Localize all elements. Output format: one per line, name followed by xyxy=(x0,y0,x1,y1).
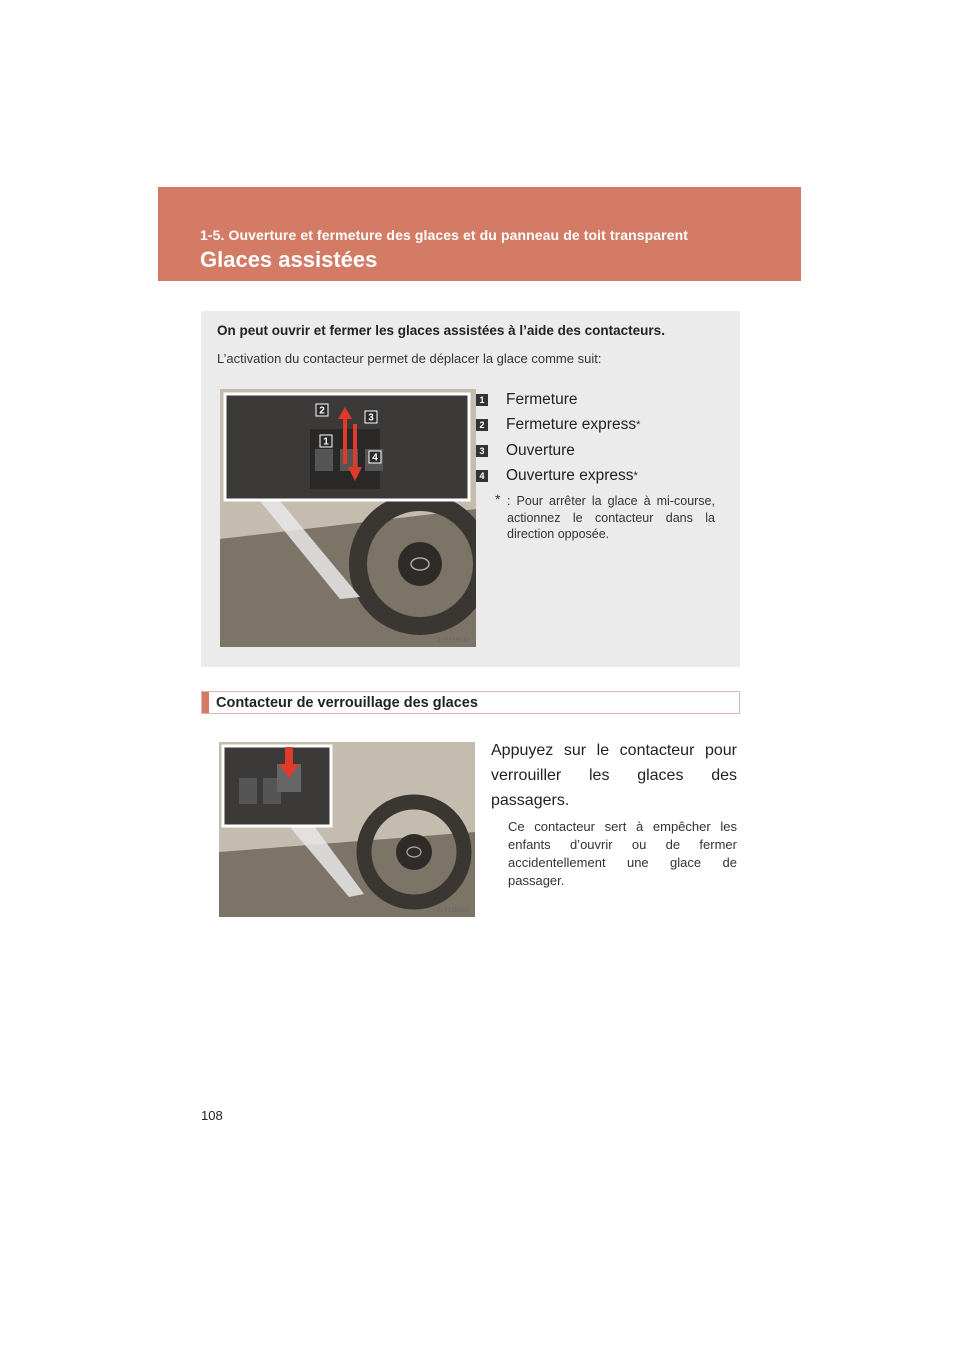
intro-text: L’activation du contacteur permet de déplacer la glace comme suit: xyxy=(217,351,602,366)
asterisk: * xyxy=(633,470,638,483)
footnote-text: : Pour arrêter la glace à mi-course, actionnez le contacteur dans la direction opposée. xyxy=(507,494,715,541)
legend-label: Ouverture xyxy=(506,441,575,459)
intro-heading: On peut ouvrir et fermer les glaces assistées à l’aide des contacteurs. xyxy=(217,323,665,338)
footnote xyxy=(495,491,715,543)
number-badge: 2 xyxy=(476,419,488,431)
page-title: Glaces assistées xyxy=(200,247,378,272)
window-switch-photo xyxy=(220,389,476,647)
callout-4: 4 xyxy=(372,452,378,464)
legend-list xyxy=(476,387,726,489)
lock-switch-photo xyxy=(219,742,475,917)
callout-2: 2 xyxy=(319,405,325,417)
legend-item xyxy=(476,413,726,439)
intro-box xyxy=(201,311,740,667)
lock-note-text: Ce contacteur sert à empêcher les enfants d’ouvrir ou de fermer accidentellement une glace de passager. xyxy=(508,819,737,888)
lock-section-heading-bar xyxy=(201,691,740,714)
legend-label: Ouverture express xyxy=(506,467,634,485)
asterisk: * xyxy=(636,419,641,432)
lock-switch-illustration xyxy=(219,742,475,917)
legend-item xyxy=(476,387,726,413)
page-number: 108 xyxy=(201,1108,223,1123)
footnote-marker: * xyxy=(495,491,501,507)
callout-1: 1 xyxy=(323,436,329,448)
legend-item xyxy=(476,438,726,464)
lock-body-text: Appuyez sur le contacteur pour verrouiller les glaces des passagers. xyxy=(491,742,737,809)
lock-section-heading: Contacteur de verrouillage des glaces xyxy=(216,694,478,711)
number-badge: 3 xyxy=(476,445,488,457)
figure-code: ILY15H013 xyxy=(436,907,469,914)
figure-code: ILY15H012 xyxy=(437,637,470,644)
number-badge: 1 xyxy=(476,394,488,406)
legend-item xyxy=(476,464,726,490)
callout-3: 3 xyxy=(368,412,374,424)
heading-accent xyxy=(202,692,209,713)
door-panel-illustration xyxy=(220,389,476,647)
section-label: 1-5. Ouverture et fermeture des glaces et du panneau de toit transparent xyxy=(200,227,688,243)
legend-label: Fermeture express xyxy=(506,416,637,434)
number-badge: 4 xyxy=(476,470,488,482)
legend-label: Fermeture xyxy=(506,390,578,408)
header-band xyxy=(158,187,801,281)
